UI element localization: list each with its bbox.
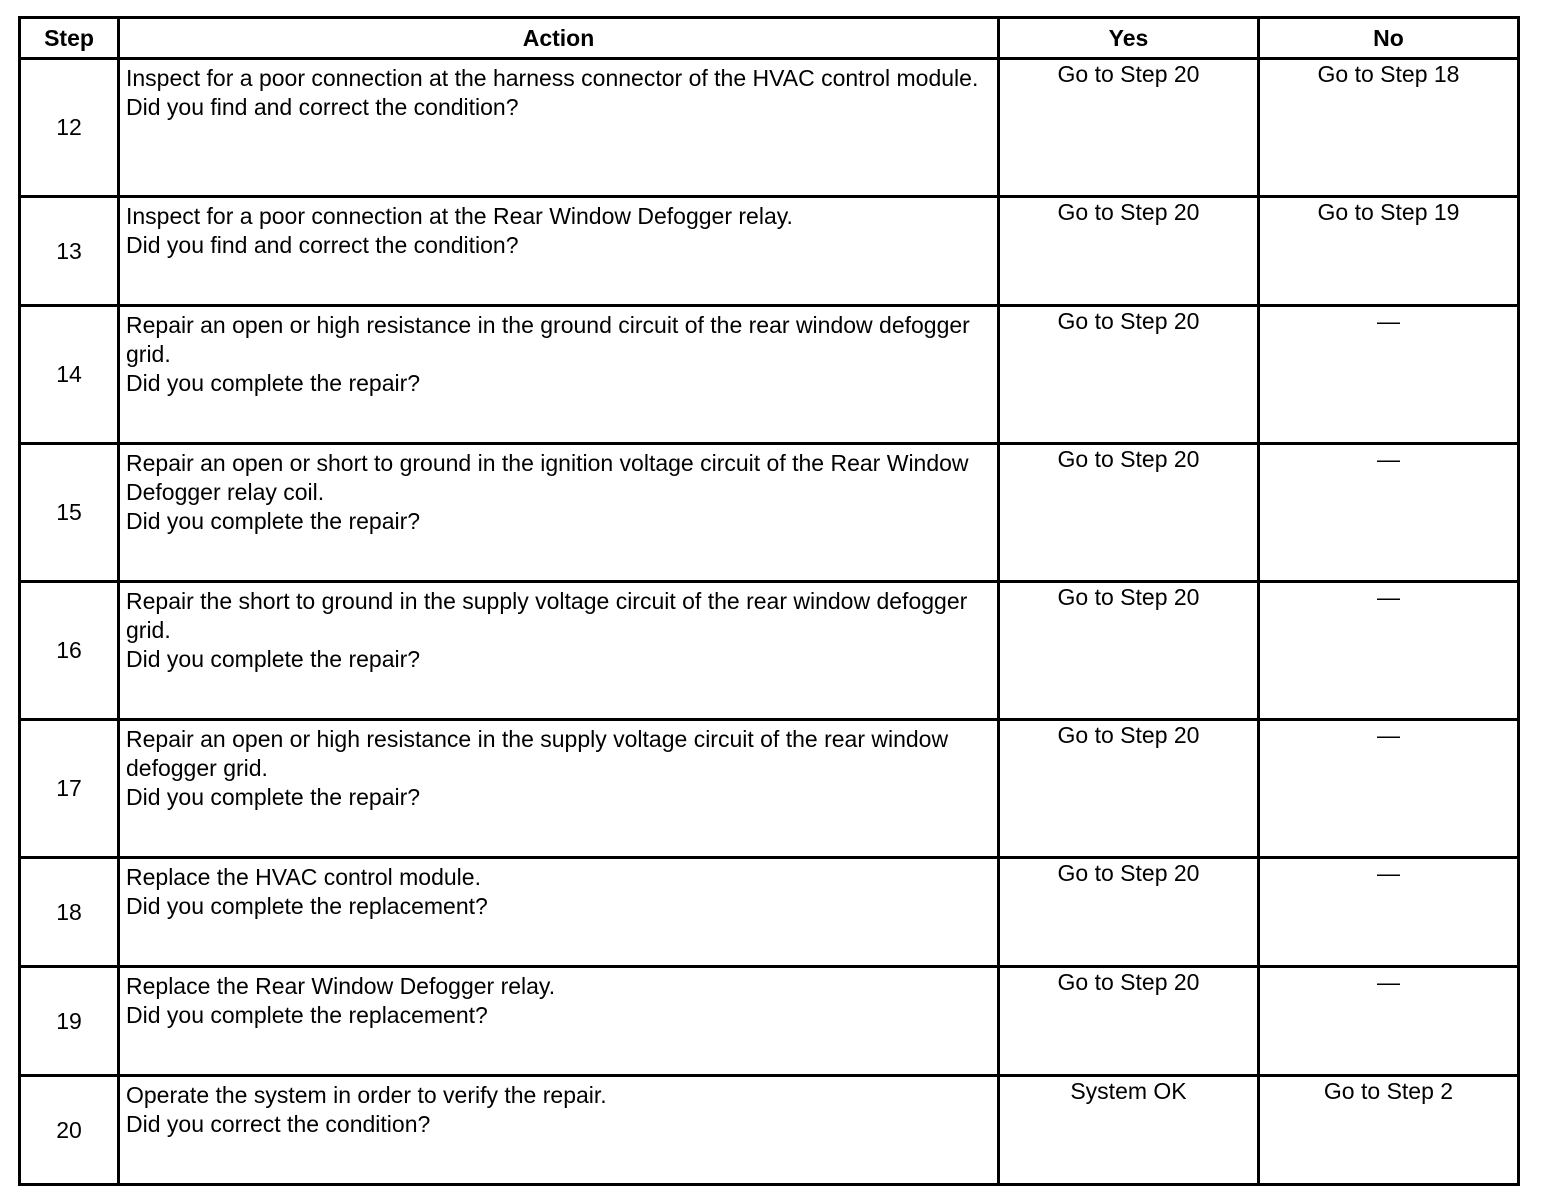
table-row [20,967,1519,1076]
yes-cell [999,444,1259,582]
step-cell [20,444,119,582]
yes-cell [999,59,1259,197]
action-cell [119,306,999,444]
action-question: Did you complete the repair? [126,784,421,810]
step-cell [20,306,119,444]
yes-cell [999,306,1259,444]
yes-result: Go to Step 20 [1057,860,1200,886]
header-yes: Yes [999,18,1259,59]
action-question: Did you find and correct the condition? [126,232,519,258]
step-number: 16 [56,637,82,663]
action-instruction: Operate the system in order to verify the repair. [126,1082,607,1108]
yes-result: Go to Step 20 [1057,584,1200,610]
step-number: 19 [56,1007,82,1034]
action-instruction: Repair an open or high resistance in the ground circuit of the rear window defogger grid. [126,312,970,367]
action-instruction: Repair the short to ground in the supply voltage circuit of the rear window defogger grid. [126,588,968,643]
yes-cell [999,858,1259,967]
action-instruction: Inspect for a poor connection at the Rear Window Defogger relay. [126,203,793,229]
action-cell [119,1076,999,1185]
action-question: Did you find and correct the condition? [126,94,519,120]
table-row [20,720,1519,858]
no-result: — [1377,308,1400,334]
action-question: Did you complete the repair? [126,370,421,396]
action-question: Did you complete the replacement? [126,1002,488,1028]
yes-result: Go to Step 20 [1057,722,1200,748]
no-result: — [1377,584,1400,610]
table-row [20,858,1519,967]
step-cell [20,1076,119,1185]
yes-cell [999,1076,1259,1185]
step-number: 14 [56,361,82,387]
table-row [20,197,1519,306]
table-row [20,1076,1519,1185]
yes-cell [999,967,1259,1076]
no-cell [1259,967,1519,1076]
action-cell [119,59,999,197]
header-no: No [1259,18,1519,59]
action-question: Did you complete the repair? [126,508,421,534]
no-result: Go to Step 19 [1317,199,1460,225]
step-cell [20,720,119,858]
action-cell [119,197,999,306]
step-cell [20,858,119,967]
no-cell [1259,444,1519,582]
yes-cell [999,720,1259,858]
step-number: 20 [56,1116,82,1143]
step-cell [20,59,119,197]
action-cell [119,444,999,582]
action-question: Did you correct the condition? [126,1111,431,1137]
yes-result: Go to Step 20 [1057,61,1200,87]
no-result: — [1377,860,1400,886]
step-number: 12 [56,114,82,140]
yes-result: Go to Step 20 [1057,969,1200,995]
no-result: Go to Step 2 [1323,1078,1454,1104]
action-cell [119,858,999,967]
header-row [20,18,1519,59]
no-result: — [1377,969,1400,995]
action-question: Did you complete the repair? [126,646,421,672]
action-instruction: Repair an open or high resistance in the supply voltage circuit of the rear window defogger grid. [126,726,949,781]
yes-result: Go to Step 20 [1057,199,1200,225]
table-row [20,582,1519,720]
yes-cell [999,582,1259,720]
no-result: Go to Step 18 [1317,61,1460,87]
action-instruction: Repair an open or short to ground in the ignition voltage circuit of the Rear Window Defogger relay coil. [126,450,969,505]
no-result: — [1377,446,1400,472]
yes-result: Go to Step 20 [1057,308,1200,334]
step-number: 17 [56,775,82,801]
action-cell [119,967,999,1076]
action-instruction: Replace the Rear Window Defogger relay. [126,973,556,999]
no-cell [1259,582,1519,720]
step-cell [20,582,119,720]
action-cell [119,582,999,720]
diagnostic-table [18,16,1520,1186]
no-result: — [1377,722,1400,748]
no-cell [1259,306,1519,444]
action-instruction: Inspect for a poor connection at the harness connector of the HVAC control module. [126,65,979,91]
action-question: Did you complete the replacement? [126,893,488,919]
step-number: 13 [56,237,82,264]
action-instruction: Replace the HVAC control module. [126,864,481,890]
step-number: 18 [56,898,82,925]
no-cell [1259,858,1519,967]
yes-cell [999,197,1259,306]
table-row [20,444,1519,582]
table-row [20,59,1519,197]
step-cell [20,967,119,1076]
no-cell [1259,1076,1519,1185]
yes-result: Go to Step 20 [1057,446,1200,472]
action-cell [119,720,999,858]
no-cell [1259,720,1519,858]
no-cell [1259,59,1519,197]
step-number: 15 [56,499,82,525]
no-cell [1259,197,1519,306]
header-action: Action [119,18,999,59]
yes-result: System OK [1070,1078,1187,1104]
header-step: Step [20,18,119,59]
table-row [20,306,1519,444]
step-cell [20,197,119,306]
